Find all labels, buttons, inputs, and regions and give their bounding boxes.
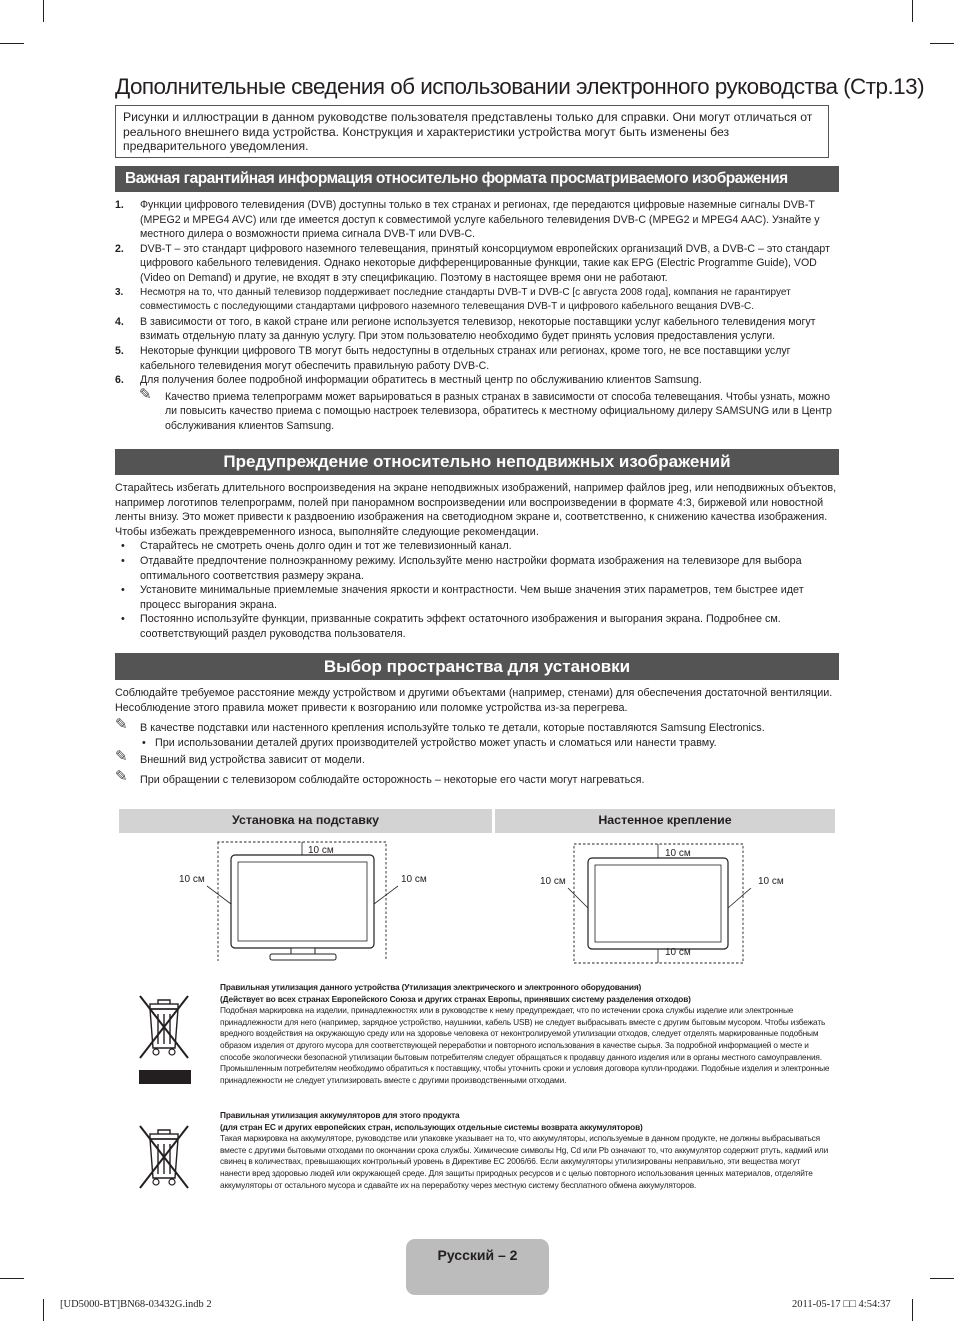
bullet-text: Старайтесь не смотреть очень долго один и тот же телевизионный канал. — [140, 540, 512, 553]
pencil-note-icon: ✎ — [115, 748, 128, 766]
pencil-note-icon: ✎ — [115, 716, 128, 734]
battery-disposal-text — [220, 1110, 830, 1191]
warranty-note — [115, 385, 839, 434]
clearance-top-label: 10 см — [665, 848, 691, 859]
note-text: Качество приема телепрограмм может варьироваться в разных странах в зависимости от способа телевещания. Чтобы узнать, можно ли повысить качество приема с помощью настроек телевизора, обратитесь к местному официальному дилеру SAMSUNG или в Центр обслуживания клиентов Samsung. — [165, 390, 832, 432]
item-text: Для получения более подробной информации обратитесь в местный центр по обслуживанию клиентов Samsung. — [140, 374, 702, 387]
battery-disposal-body: Такая маркировка на аккумуляторе, руководстве или упаковке указывает на то, что аккумуляторы, используемые в данном продукте, не должны выбрасываться вместе с другими бытовыми отходами по окончании срока службы. Химические символы Hg, Cd или Pb означают то, что аккумулятор содержит ртуть, кадмий или свинец в количествах, превышающих контрольный уровень в Директиве ЕС 2006/66. Если аккумуляторы утилизированы неправильно, эти вещества могут нанести вред здоровью людей или окружающей среде. Для защиты природных ресурсов и с целью повторного использования ценных материалов, отделяйте аккумуляторы от остального мусора и сдавайте их на переработку через местную систему бесплатного обмена аккумуляторов. — [220, 1133, 829, 1190]
battery-bin-icon — [136, 1122, 192, 1194]
installation-section — [115, 686, 839, 788]
product-disposal-subtitle: (Действует во всех странах Европейского Союза и других странах Европы, принявших систему разделения отходов) — [220, 993, 691, 1004]
page-title: Дополнительные сведения об использовании электронного руководства (Стр.13) — [115, 74, 925, 99]
product-disposal-text — [220, 982, 830, 1086]
still-image-intro: Старайтесь избегать длительного воспроизведения на экране неподвижных изображений, например файлов jpeg, или неподвижных объектов, например логотипов телепрограмм, полей при панорамном воспроизведении или воспроизведении в формате 4:3, биржевой или новостной ленты внизу. Это может привести к раздвоению изображения на светодиодном экране и, соответственно, к снижению качества изображения. Чтобы избежать преждевременного износа, выполняйте следующие рекомендации. — [115, 482, 837, 538]
stand-installation-label: Установка на подставку — [119, 809, 492, 833]
bullet-icon: • — [121, 540, 125, 553]
clearance-left-label: 10 см — [540, 876, 566, 887]
battery-disposal-subtitle: (для стран ЕС и других европейских стран, использующих отдельные системы возврата аккумуляторов) — [220, 1121, 643, 1132]
bullet-text: При использовании деталей других производителей устройство может упасть и сломаться или нанести травму. — [155, 736, 717, 749]
warranty-list — [115, 198, 839, 434]
stand-clearance-diagram — [170, 838, 427, 966]
crop-mark — [0, 1278, 24, 1279]
item-text: Функции цифрового телевидения (DVB) доступны только в тех странах и регионах, где передаются цифровые наземные сигналы DVB-T (MPEG2 и MPEG4 AVC) или где имеется доступ к совместимой услуге кабельного телевидения DVB-C (MPEG2 и MPEG4 AAC). Узнайте у местного дилера о возможности приема сигнала DVB-T или DVB-C. — [140, 199, 820, 241]
item-text: Несмотря на то, что данный телевизор поддерживает последние стандарты DVB-T и DVB-C [с августа 2008 года], компания не гарантирует совместимость с последующими стандартами цифрового наземного телевещания DVB-T и цифрового кабельного вещания DVB-C. — [140, 286, 791, 313]
installation-intro: Соблюдайте требуемое расстояние между устройством и другими объектами (например, стенами) для обеспечения достаточной вентиляции. — [115, 687, 833, 699]
list-item — [115, 315, 839, 344]
product-disposal-title: Правильная утилизация данного устройства (Утилизация электрического и электронного оборудования) — [220, 982, 642, 992]
list-item — [115, 373, 839, 388]
list-item — [115, 612, 839, 641]
print-timestamp: 2011-05-17 □□ 4:54:37 — [792, 1299, 891, 1310]
crop-mark — [930, 1278, 954, 1279]
item-text: Некоторые функции цифрового ТВ могут быть недоступны в отдельных странах или регионах, кроме того, не все поставщики услуг кабельного телевидения могут обеспечить правильную работу DVB-C. — [140, 344, 791, 372]
warranty-heading: Важная гарантийная информация относительно формата просматриваемого изображения — [115, 166, 839, 192]
pencil-note-icon: ✎ — [115, 767, 128, 785]
item-number: 2. — [115, 242, 124, 255]
bullet-text: Установите минимальные приемлемые значения яркости и контрастности. Чем выше значения этих параметров, тем быстрее идет процесс выгорания экрана. — [140, 584, 804, 611]
bullet-icon: • — [121, 613, 125, 626]
pencil-note-icon: ✎ — [139, 385, 152, 403]
list-item — [115, 736, 839, 751]
page-number-tab: Русский – 2 — [406, 1239, 549, 1295]
crop-mark — [930, 43, 954, 44]
note-text: В качестве подставки или настенного крепления используйте только те детали, которые поставляются Samsung Electronics. — [140, 722, 765, 735]
installation-note — [115, 767, 839, 788]
crop-mark — [43, 0, 44, 22]
list-item — [115, 242, 839, 286]
clearance-right-label: 10 см — [401, 874, 427, 885]
list-item — [115, 554, 839, 583]
note-text: Внешний вид устройства зависит от модели. — [140, 754, 365, 767]
note-text: При обращении с телевизором соблюдайте осторожность – некоторые его части могут нагреваться. — [140, 773, 645, 786]
bullet-icon: • — [142, 736, 146, 749]
clearance-bottom-label: 10 см — [665, 947, 691, 958]
battery-disposal-title: Правильная утилизация аккумуляторов для этого продукта — [220, 1110, 460, 1120]
bullet-icon: • — [121, 554, 125, 567]
list-item — [115, 286, 839, 315]
crop-mark — [0, 43, 24, 44]
wall-mount-label: Настенное крепление — [495, 809, 835, 833]
crop-mark — [912, 0, 913, 22]
item-number: 1. — [115, 199, 124, 211]
list-item — [115, 344, 839, 373]
list-item — [115, 583, 839, 612]
list-item — [115, 539, 839, 554]
file-name: [UD5000-BT]BN68-03432G.indb 2 — [60, 1299, 212, 1310]
installation-warning: Несоблюдение этого правила может привести к возгоранию или поломке устройства из-за перегрева. — [115, 701, 628, 714]
list-item — [115, 198, 839, 242]
item-text: DVB-T – это стандарт цифрового наземного телевещания, принятый консорциумом европейских организаций DVB, а DVB-C – это стандарт цифрового кабельного телевидения. Однако некоторые дифференцированные функции, такие как EPG (Electric Programme Guide), VOD (Video on Demand) и другие, не входят в эту спецификацию. Поэтому в настоящее время они не работают. — [140, 242, 830, 284]
item-number: 6. — [115, 374, 124, 387]
bullet-icon: • — [121, 584, 125, 597]
clearance-left-label: 10 см — [179, 874, 205, 885]
still-image-section — [115, 481, 839, 642]
installation-note — [115, 716, 839, 736]
bullet-text: Постоянно используйте функции, призванные сократить эффект остаточного изображения и выгорания экрана. Подробнее см. соответствующий раздел руководства пользователя. — [140, 613, 781, 640]
bullet-text: Отдавайте предпочтение полноэкранному режиму. Используйте меню настройки формата изображения на телевизоре для выбора оптимального соответствия размеру экрана. — [140, 554, 802, 582]
item-number: 5. — [115, 344, 124, 357]
installation-heading: Выбор пространства для установки — [115, 653, 839, 680]
still-image-heading: Предупреждение относительно неподвижных изображений — [115, 449, 839, 475]
clearance-right-label: 10 см — [758, 876, 784, 887]
wall-clearance-diagram — [535, 838, 800, 966]
item-number: 3. — [115, 286, 124, 298]
product-disposal-body: Подобная маркировка на изделии, принадлежностях или в руководстве к нему предупреждает, что по истечении срока службы изделие или электронные принадлежности для него (например, зарядное устройство, наушники, кабель USB) не следует выбрасывать вместе с другим бытовым мусором. Чтобы избежать вредного воздействия на окружающую среду или на здоровье человека от неконтролируемой утилизации отходов, следует отделять маркированные подобным образом изделия от другого мусора для соответствующей переработки и повторного использования в качестве сырья. За подробной информацией о месте и способе экологически безопасной утилизации бытовым потребителям следует обращаться к продавцу данного изделия или в органы местного самоуправления. Промышленным потребителям необходимо обратиться к поставщику, чтобы уточнить сроки и условия договора купли-продажи. Подобные изделия и электронные принадлежности не следует утилизировать вместе с другими производственными отходами. — [220, 1005, 830, 1085]
crossed-out-bin-icon — [136, 990, 192, 1086]
clearance-top-label: 10 см — [308, 845, 334, 856]
crop-mark — [43, 1299, 44, 1321]
disclaimer-box: Рисунки и иллюстрации в данном руководстве пользователя представлены только для справки. Они могут отличаться от реального внешнего вида устройства. Конструкция и характеристики устройства могут быть изменены без предварительного уведомления. — [115, 105, 829, 158]
item-number: 4. — [115, 315, 124, 328]
item-text: В зависимости от того, в какой стране или регионе используется телевизор, некоторые поставщики услуг кабельного телевидения могут взимать отдельную плату за данную услугу. При этом пользователю необходимо будет принять условия предоставления услуги. — [140, 315, 816, 343]
installation-note — [115, 748, 839, 768]
crop-mark — [912, 1299, 913, 1321]
